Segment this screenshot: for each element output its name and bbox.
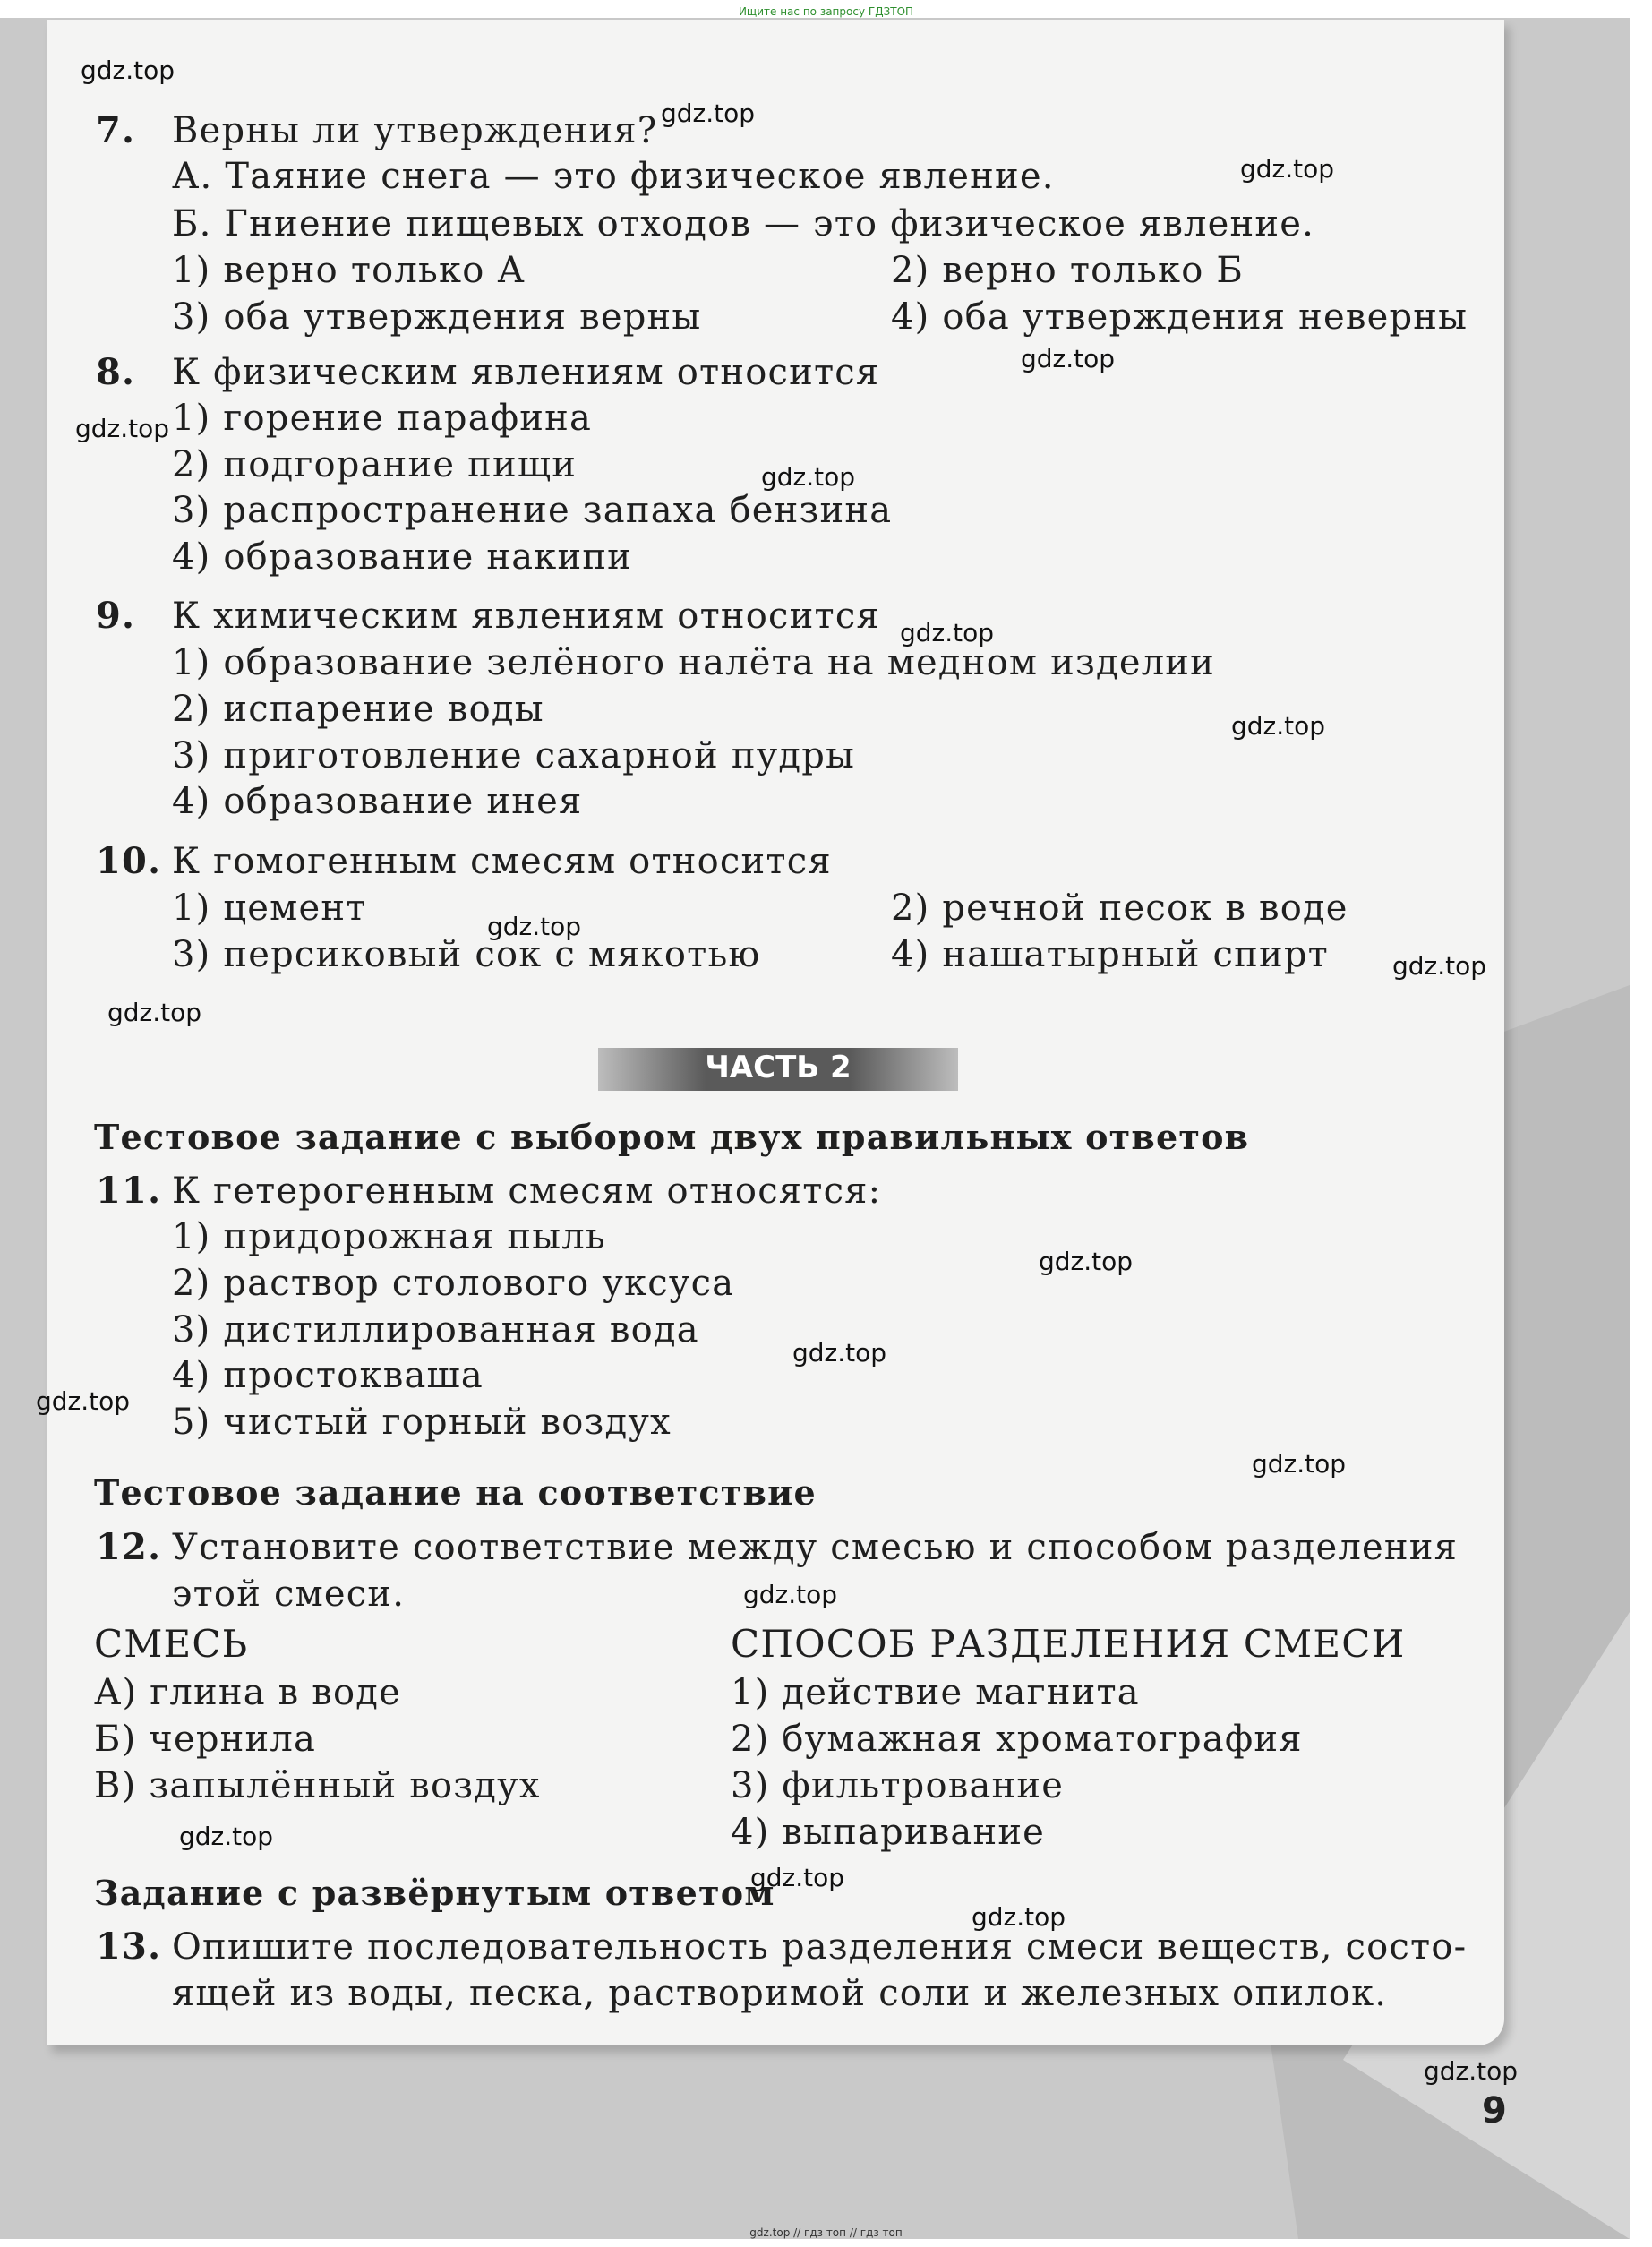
q13-text-line-2: ящей из воды, песка, растворимой соли и железных опилок. — [172, 1973, 1388, 2014]
watermark: gdz.top — [1231, 711, 1326, 741]
q10-option-2: 2) речной песок в воде — [891, 888, 1348, 929]
q7-number: 7. — [96, 109, 136, 151]
watermark: gdz.top — [1021, 344, 1116, 373]
q11-option-5: 5) чистый горный воздух — [172, 1402, 672, 1443]
q7-statement-b: Б. Гниение пищевых отходов — это физическое явление. — [172, 203, 1315, 244]
section-open-heading: Задание с развёрнутым ответом — [94, 1873, 775, 1913]
part-2-label: ЧАСТЬ 2 — [705, 1050, 852, 1085]
q12-mixture-b: Б) чернила — [94, 1719, 317, 1760]
q9-number: 9. — [96, 595, 136, 637]
q7-option-3: 3) оба утверждения верны — [172, 296, 702, 338]
q10-number: 10. — [96, 840, 162, 882]
q10-text: К гомогенным смесям относится — [172, 841, 832, 882]
q13-text-line-1: Опишите последовательность разделения смеси веществ, состо- — [172, 1926, 1468, 1968]
watermark: gdz.top — [75, 414, 170, 443]
q11-text: К гетерогенным смесям относятся: — [172, 1171, 882, 1212]
watermark: gdz.top — [81, 56, 175, 85]
q8-text: К физическим явлениям относится — [172, 352, 880, 393]
q7-option-2: 2) верно только Б — [891, 250, 1245, 291]
bottom-note: gdz.top // гдз топ // гдз топ — [749, 2226, 903, 2239]
q11-option-3: 3) дистиллированная вода — [172, 1309, 699, 1351]
q8-option-1: 1) горение парафина — [172, 398, 593, 439]
q9-text: К химическим явлениям относится — [172, 596, 880, 637]
part-2-banner — [598, 1048, 958, 1091]
watermark: gdz.top — [1240, 154, 1335, 184]
q9-option-1: 1) образование зелёного налёта на медном изделии — [172, 642, 1216, 683]
q11-number: 11. — [96, 1170, 162, 1212]
q8-option-4: 4) образование накипи — [172, 536, 633, 578]
q12-method-2: 2) бумажная хроматография — [731, 1719, 1303, 1760]
watermark: gdz.top — [750, 1863, 845, 1892]
watermark: gdz.top — [761, 462, 856, 492]
q12-text-line-1: Установите соответствие между смесью и способом разделения — [172, 1527, 1459, 1568]
q9-option-4: 4) образование инея — [172, 781, 583, 822]
watermark: gdz.top — [792, 1338, 887, 1368]
watermark: gdz.top — [900, 618, 995, 648]
watermark: gdz.top — [487, 912, 582, 941]
q7-text: Верны ли утверждения? — [172, 110, 658, 151]
q10-option-1: 1) цемент — [172, 888, 367, 929]
q12-number: 12. — [96, 1526, 162, 1568]
q13-number: 13. — [96, 1925, 162, 1968]
page-number: 9 — [1482, 2090, 1507, 2131]
q8-option-3: 3) распространение запаха бензина — [172, 490, 893, 531]
q12-method-4: 4) выпаривание — [731, 1812, 1046, 1853]
q12-mixture-c: В) запылённый воздух — [94, 1765, 541, 1806]
q12-column-right-heading: СПОСОБ РАЗДЕЛЕНИЯ СМЕСИ — [731, 1622, 1406, 1666]
q12-method-1: 1) действие магнита — [731, 1672, 1140, 1713]
q7-statement-a: А. Таяние снега — это физическое явление. — [172, 156, 1055, 197]
q12-mixture-a: А) глина в воде — [94, 1672, 401, 1713]
section-two-answers-heading: Тестовое задание с выбором двух правильных ответов — [94, 1117, 1250, 1157]
q10-option-4: 4) нашатырный спирт — [891, 934, 1330, 975]
watermark: gdz.top — [743, 1580, 838, 1609]
q12-text-line-2: этой смеси. — [172, 1574, 406, 1615]
q10-option-3: 3) персиковый сок с мякотью — [172, 934, 761, 975]
watermark: gdz.top — [107, 998, 202, 1027]
q11-option-4: 4) простокваша — [172, 1355, 484, 1396]
watermark: gdz.top — [1392, 951, 1487, 981]
watermark: gdz.top — [36, 1386, 131, 1416]
q8-option-2: 2) подгорание пищи — [172, 444, 578, 485]
q9-option-2: 2) испарение воды — [172, 689, 544, 730]
q7-option-1: 1) верно только А — [172, 250, 526, 291]
watermark: gdz.top — [972, 1902, 1066, 1932]
q12-method-3: 3) фильтрование — [731, 1765, 1065, 1806]
section-match-heading: Тестовое задание на соответствие — [94, 1472, 817, 1513]
watermark: gdz.top — [661, 99, 756, 128]
q7-option-4: 4) оба утверждения неверны — [891, 296, 1468, 338]
watermark: gdz.top — [179, 1822, 274, 1851]
watermark: gdz.top — [1039, 1247, 1134, 1276]
watermark: gdz.top — [1424, 2056, 1519, 2086]
top-note: Ищите нас по запросу ГДЗТОП — [738, 5, 914, 18]
q11-option-2: 2) раствор столового уксуса — [172, 1263, 735, 1304]
watermark: gdz.top — [1252, 1449, 1347, 1479]
q12-column-left-heading: СМЕСЬ — [94, 1622, 249, 1666]
q11-option-1: 1) придорожная пыль — [172, 1216, 606, 1257]
q8-number: 8. — [96, 351, 136, 393]
q9-option-3: 3) приготовление сахарной пудры — [172, 735, 856, 776]
